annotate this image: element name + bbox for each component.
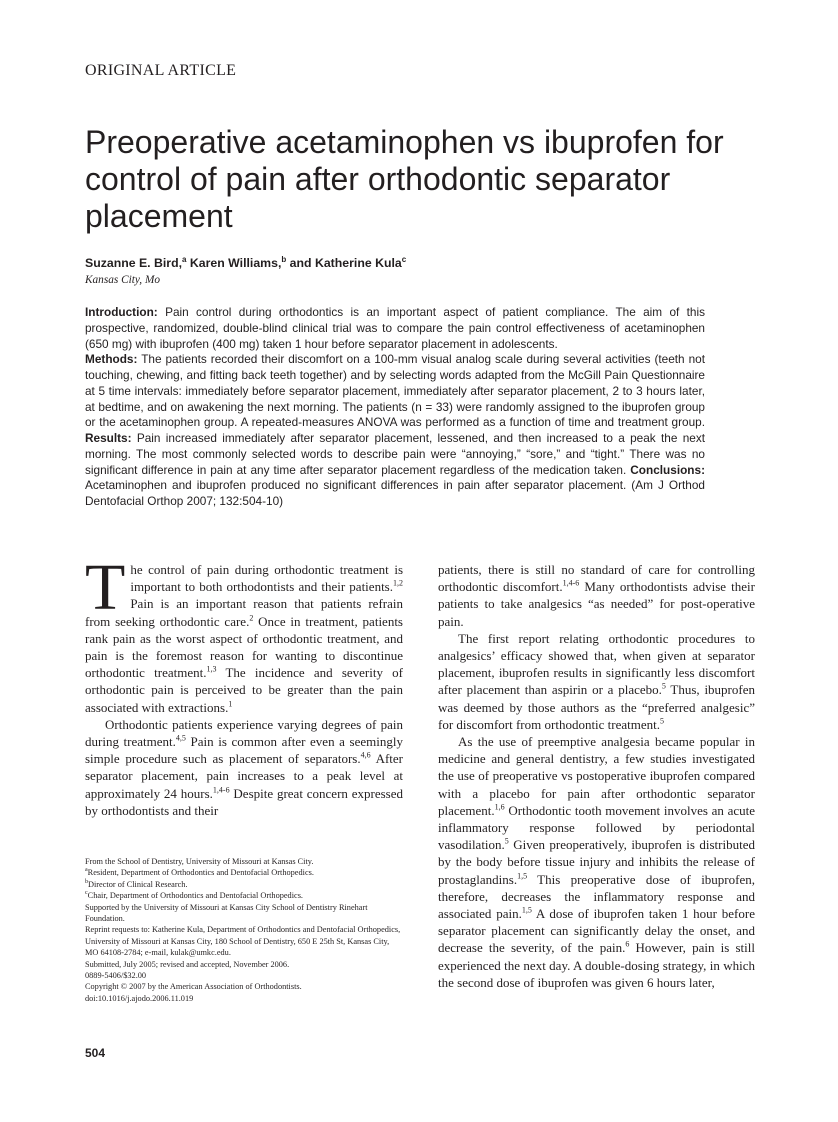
- text-run: From the School of Dentistry, University of Missouri at Kansas City.: [85, 857, 314, 866]
- text-run: he control of pain during orthodontic treatment is important to both orthodontists and their patients.: [130, 562, 403, 595]
- citation-superscript: a: [85, 867, 88, 874]
- text-run: Pain is common after even a seemingly simple procedure such as placement of separators.: [85, 734, 403, 767]
- abstract-conclusions-label: Conclusions:: [630, 462, 705, 477]
- abstract-results-label: Results:: [85, 431, 132, 445]
- footnotes: [85, 856, 403, 1004]
- footnote: [85, 981, 403, 992]
- article-title: Preoperative acetaminophen vs ibuprofen for control of pain after orthodontic separator placement: [85, 124, 724, 234]
- author-affiliation-mark: c: [401, 255, 407, 264]
- text-run: However, pain is still experienced the next day. A double-dosing strategy, in which the second dose of ibuprofen was given 6 hours later,: [438, 940, 755, 990]
- text-run: This preoperative dose of ibuprofen, therefore, decreases the inflammatory response and associated pain.: [438, 871, 755, 922]
- footnote: [85, 924, 403, 958]
- body-column-right: [438, 561, 755, 991]
- text-run: Director of Clinical Research.: [88, 879, 188, 889]
- citation-superscript: 6: [625, 940, 630, 950]
- citation-superscript: 1,5: [517, 871, 528, 881]
- text-run: After separator placement, pain increases to a peak level at approximately 24 hours.: [85, 751, 404, 801]
- text-run: Orthodontic tooth movement involves an acute inflammatory response followed by periodontal vasodilation.: [438, 802, 755, 853]
- citation-superscript: 5: [504, 836, 509, 846]
- text-run: Given preoperatively, ibuprofen is distributed by the body before tissue injury and inhibits the release of prostaglandins.: [438, 837, 755, 887]
- body-paragraph: [85, 551, 404, 716]
- citation-superscript: 1,3: [206, 664, 217, 674]
- author-affiliation-mark: b: [281, 255, 287, 264]
- citation-superscript: 1,5: [521, 905, 532, 915]
- author-name: Karen Williams,: [186, 256, 282, 271]
- footnote: [85, 993, 403, 1004]
- footnote: [85, 856, 403, 867]
- citation-superscript: 1,6: [494, 802, 505, 812]
- citation-superscript: 2: [249, 613, 254, 623]
- text-run: Despite great concern expressed by orthodontists and their: [85, 785, 403, 818]
- abstract-conclusions-text: Acetaminophen and ibuprofen produced no significant differences in pain after separator placement. (Am J Orthod Dentofacial Orthop 2007; 132:504-10): [85, 478, 705, 508]
- text-run: patients, there is still no standard of care for controlling orthodontic discomfort.: [438, 562, 755, 595]
- abstract-results-text: Pain increased immediately after separator placement, lessened, and then increased to a peak the next morning. The most commonly selected words to describe pain were “annoying,” “sore,” and “tight.” There was no significant difference in pain at any time after separator placement regardless of the medication taken.: [85, 431, 705, 477]
- text-run: 0889-5406/$32.00: [85, 971, 147, 981]
- text-run: Many orthodontists advise their patients to take analgesics “as needed” for post-operative pain.: [438, 579, 755, 629]
- author-name: and Katherine Kula: [286, 256, 402, 271]
- text-run: Submitted, July 2005; revised and accepted, November 2006.: [85, 959, 290, 969]
- body-paragraph: [438, 733, 755, 991]
- abstract-methods-text: The patients recorded their discomfort on a 100-mm visual analog scale during several activities (teeth not touching, chewing, and fitting back teeth together) and by selecting words adapted from the McGill Pain Questionnaire at 5 time intervals: immediately before separator placement, immediately after separator placement, 2 to 3 hours later, at bedtime, and on awakening the next morning. The patients (n = 33) were randomly assigned to the ibuprofen group or the acetaminophen group. A repeated-measures ANOVA was performed as a function of time and treatment group.: [85, 352, 705, 430]
- footnote: [85, 959, 403, 970]
- body-paragraph: [85, 716, 403, 819]
- citation-superscript: b: [85, 879, 88, 886]
- abstract-methods-label: Methods:: [85, 352, 138, 367]
- text-run: Pain is an important reason that patients refrain from seeking orthodontic care.: [85, 596, 403, 629]
- page-number: 504: [85, 1046, 106, 1060]
- abstract-introduction-text: Pain control during orthodontics is an important aspect of patient compliance. The aim of this prospective, randomized, double-blind clinical trial was to compare the pain control effectiveness of acetaminophen (650 mg) with ibuprofen (400 mg) taken 1 hour before separator placement in adolescents.: [85, 305, 705, 351]
- text-run: Supported by the University of Missouri at Kansas City School of Dentistry Rinehart Foundation.: [85, 902, 368, 924]
- body-column-left: [85, 551, 404, 819]
- text-run: The incidence and severity of orthodontic pain is perceived to be greater than the pain associated with extractions.: [85, 665, 404, 715]
- section-label: ORIGINAL ARTICLE: [85, 62, 237, 79]
- citation-superscript: c: [85, 890, 88, 897]
- abstract-introduction-label: Introduction:: [85, 305, 158, 319]
- citation-superscript: 5: [660, 716, 665, 726]
- footnote: [85, 879, 403, 890]
- text-run: Reprint requests to: Katherine Kula, Department of Orthodontics and Dentofacial Orthopedics, University of Missouri at Kansas City, 180 School of Dentistry, 650 E 25th St, Kansas City, MO 64108-2784; e-mail, kulak@umkc.edu.: [85, 925, 401, 958]
- citation-superscript: 1,2: [393, 578, 403, 588]
- author-list: [85, 255, 406, 270]
- abstract: [85, 305, 705, 510]
- citation-superscript: 4,5: [175, 733, 186, 743]
- citation-superscript: 5: [661, 682, 666, 692]
- text-run: As the use of preemptive analgesia became popular in medicine and general dentistry, a few studies investigated the use of preoperative vs postoperative ibuprofen compared with a placebo for pain after orthodontic separator placement.: [438, 734, 755, 818]
- text-run: A dose of ibuprofen taken 1 hour before separator placement can significantly delay the onset, and decrease the severity, of the pain.: [438, 906, 755, 956]
- footnote: [85, 867, 403, 878]
- body-paragraph: [438, 561, 755, 630]
- citation-superscript: 1,4-6: [562, 578, 580, 588]
- body-paragraph: [438, 630, 755, 733]
- footnote: [85, 970, 403, 981]
- footnote: [85, 890, 403, 901]
- author-affiliation-mark: a: [182, 255, 187, 264]
- text-run: doi:10.1016/j.ajodo.2006.11.019: [85, 993, 194, 1003]
- text-run: Once in treatment, patients rank pain as the worst aspect of orthodontic treatment, and pain is the foremost reason for wanting to discontinue orthodontic treatment.: [85, 613, 403, 681]
- author-location: Kansas City, Mo: [85, 274, 161, 286]
- citation-superscript: 1,4-6: [212, 785, 230, 795]
- footnote: [85, 902, 403, 925]
- drop-cap: T: [85, 551, 126, 624]
- citation-superscript: 4,6: [360, 750, 371, 760]
- author-name: Suzanne E. Bird,: [85, 256, 183, 271]
- text-run: Thus, ibuprofen was deemed by those authors as the “preferred analgesic” for discomfort from orthodontic treatment.: [438, 682, 755, 732]
- text-run: Orthodontic patients experience varying degrees of pain during treatment.: [85, 716, 403, 750]
- text-run: The first report relating orthodontic procedures to analgesics’ efficacy showed that, when given at separator placement, ibuprofen results in significantly less discomfort after placement than aspirin or a placebo.: [438, 630, 755, 698]
- citation-superscript: 1: [228, 699, 233, 709]
- text-run: Chair, Department of Orthodontics and Dentofacial Orthopedics.: [87, 891, 303, 901]
- text-run: Resident, Department of Orthodontics and Dentofacial Orthopedics.: [87, 868, 314, 878]
- text-run: Copyright © 2007 by the American Association of Orthodontists.: [85, 982, 302, 992]
